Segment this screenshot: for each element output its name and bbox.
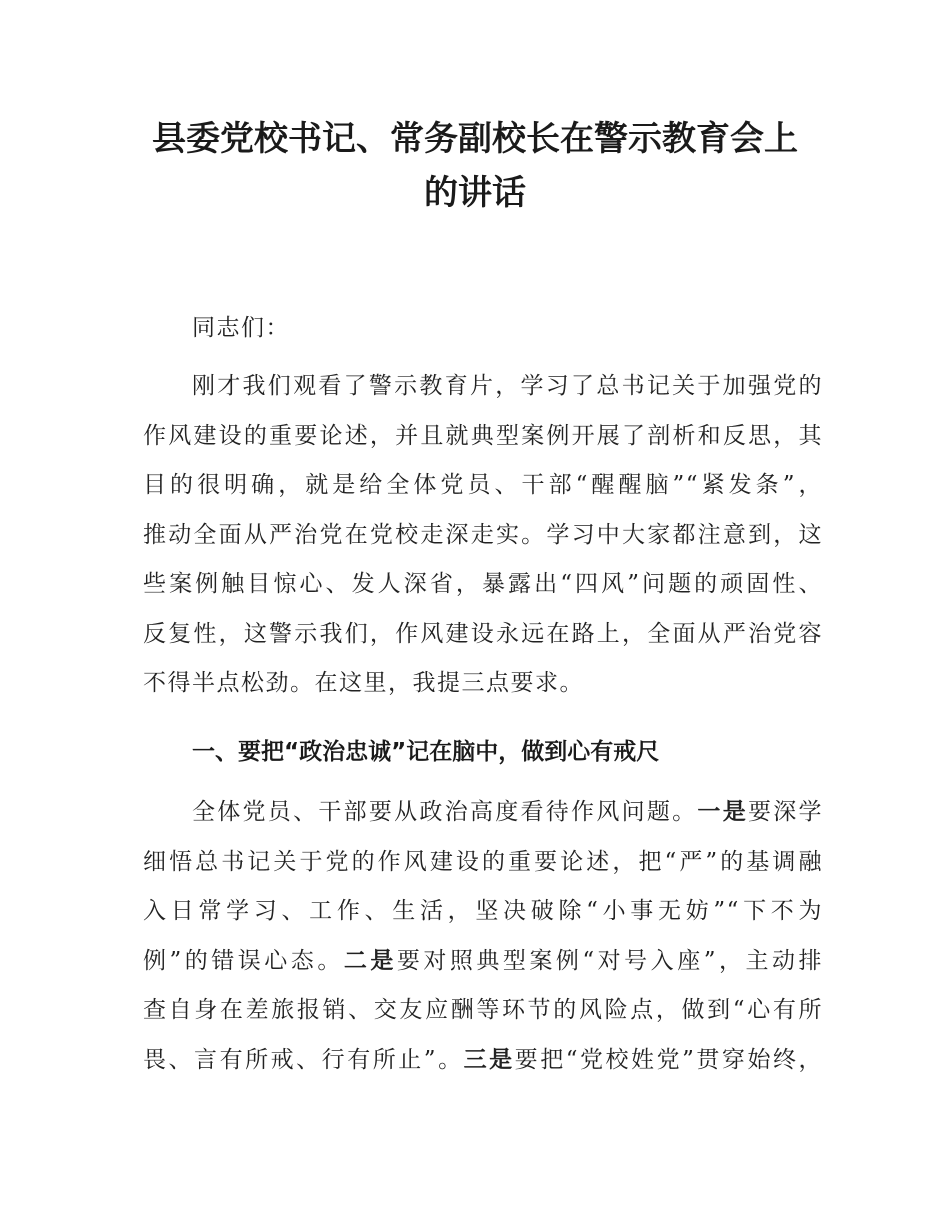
title-line-1: 县委党校书记、常务副校长在警示教育会上 bbox=[152, 119, 798, 159]
point-lead-2: 二是 bbox=[343, 947, 397, 974]
point-lead-1: 一是 bbox=[697, 799, 748, 825]
paragraph-1-line: 刚才我们观看了警示教育片，学习了总书记关于加强党的 bbox=[192, 373, 823, 399]
paragraph-2-line bbox=[143, 788, 823, 838]
paragraph-2-line: 细悟总书记关于党的作风建设的重要论述，把“严”的基调融 bbox=[143, 848, 823, 875]
paragraph-2-line bbox=[143, 1036, 823, 1086]
salutation: 同志们： bbox=[192, 315, 290, 341]
document-title bbox=[100, 112, 850, 220]
paragraph-1-line: 反复性，这警示我们，作风建设永远在路上，全面从严治党容 bbox=[143, 620, 823, 647]
paragraph-1-line: 目的很明确，就是给全体党员、干部“醒醒脑”“紧发条”， bbox=[143, 472, 823, 498]
paragraph-1-line: 作风建设的重要论述，并且就典型案例开展了剖析和反思，其 bbox=[143, 422, 823, 449]
paragraph-1 bbox=[143, 362, 823, 709]
paragraph-2-text: 全体党员、干部要从政治高度看待作风问题。 bbox=[192, 799, 698, 825]
paragraph-2-text: 例”的错误心态。 bbox=[143, 947, 344, 974]
paragraph-2 bbox=[143, 788, 823, 1085]
paragraph-2-line: 入日常学习、工作、生活，坚决破除“小事无妨”“下不为 bbox=[143, 898, 823, 924]
title-line-2: 的讲话 bbox=[424, 173, 526, 213]
paragraph-1-line: 推动全面从严治党在党校走深走实。学习中大家都注意到，这 bbox=[143, 521, 823, 548]
paragraph-2-line: 查自身在差旅报销、交友应酬等环节的风险点，做到“心有所 bbox=[143, 997, 823, 1023]
paragraph-2-text: 要深学 bbox=[747, 799, 824, 825]
paragraph-1-line: 不得半点松劲。在这里，我提三点要求。 bbox=[143, 670, 584, 696]
paragraph-2-text: 畏、言有所戒、行有所止”。 bbox=[143, 1046, 464, 1073]
paragraph-2-text: 要把“党校姓党”贯穿始终， bbox=[514, 1046, 824, 1073]
point-lead-3: 三是 bbox=[463, 1046, 515, 1073]
paragraph-1-line: 些案例触目惊心、发人深省，暴露出“四风”问题的顽固性、 bbox=[143, 571, 823, 597]
paragraph-2-text: 要对照典型案例“对号入座”，主动排 bbox=[396, 947, 823, 974]
section-heading-1: 一、要把“政治忠诚”记在脑中，做到心有戒尺 bbox=[192, 739, 660, 765]
paragraph-2-line bbox=[143, 937, 823, 987]
